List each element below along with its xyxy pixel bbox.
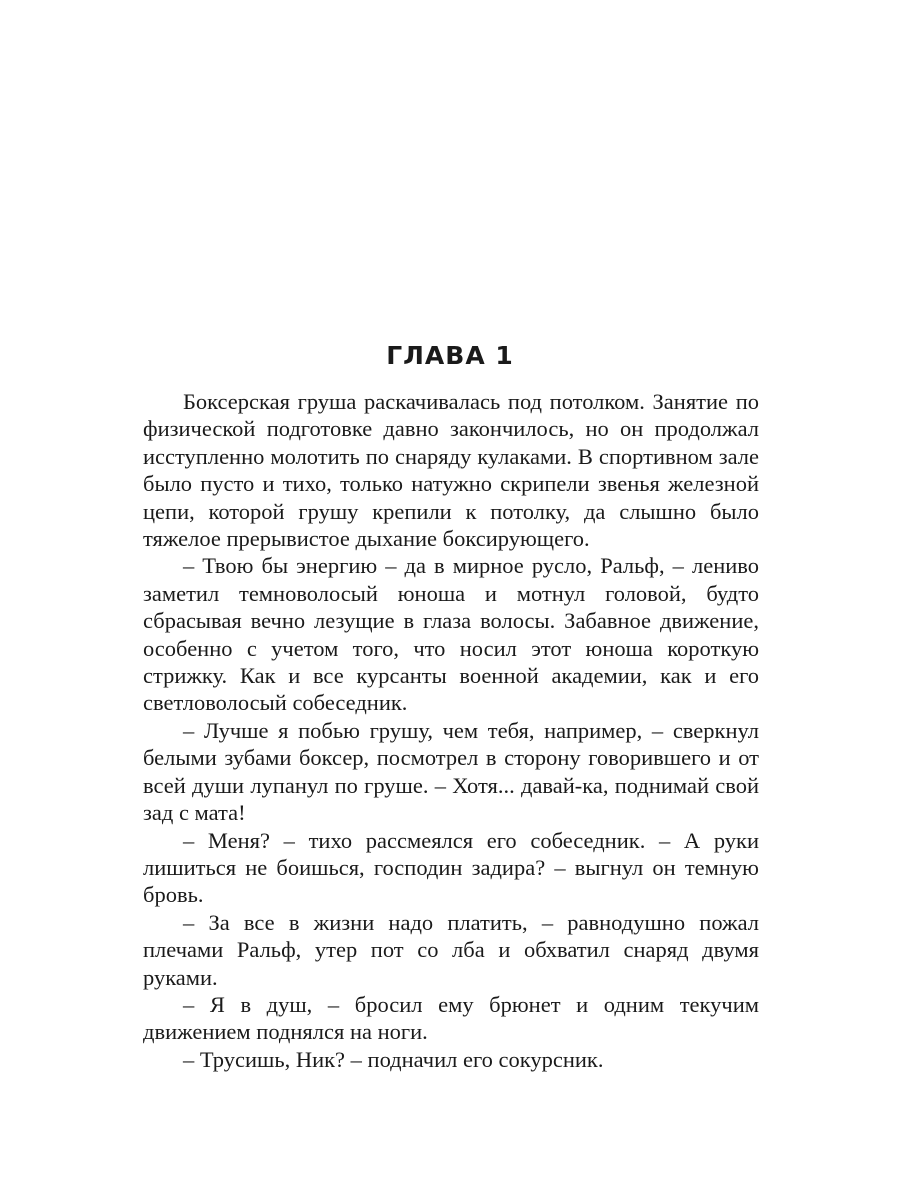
paragraph: – Меня? – тихо рассмеялся его собеседник. – А руки лишиться не боишься, господин задира? – выгнул он темную бровь.: [143, 827, 759, 908]
chapter-title: ГЛАВА 1: [386, 341, 514, 370]
chapter-body: [143, 388, 759, 1073]
paragraph: – Трусишь, Ник? – подначил его сокурсник.: [183, 1046, 604, 1072]
paragraph: – Я в душ, – бросил ему брюнет и одним текучим движением поднялся на ноги.: [143, 991, 759, 1045]
paragraph: – За все в жизни надо платить, – равнодушно пожал плечами Ральф, утер пот со лба и обхватил снаряд двумя руками.: [143, 909, 759, 990]
paragraph: – Твою бы энергию – да в мирное русло, Ральф, – лениво заметил темноволосый юноша и мотнул головой, будто сбрасывая вечно лезущие в глаза волосы. Забавное движение, особенно с учетом того, что носил этот юноша короткую стрижку. Как и все курсанты военной академии, как и его светловолосый собеседник.: [143, 553, 759, 716]
paragraph: – Лучше я побью грушу, чем тебя, например, – сверкнул белыми зубами боксер, посмотрел в сторону говорившего и от всей души лупанул по груше. – Хотя... давай-ка, поднимай свой зад с мата!: [143, 717, 759, 826]
paragraph: Боксерская груша раскачивалась под потолком. Занятие по физической подготовке давно закончилось, но он продолжал исступленно молотить по снаряду кулаками. В спортивном зале было пусто и тихо, только натужно скрипели звенья железной цепи, которой грушу крепили к потолку, да слышно было тяжелое прерывистое дыхание боксирующего.: [143, 389, 759, 552]
